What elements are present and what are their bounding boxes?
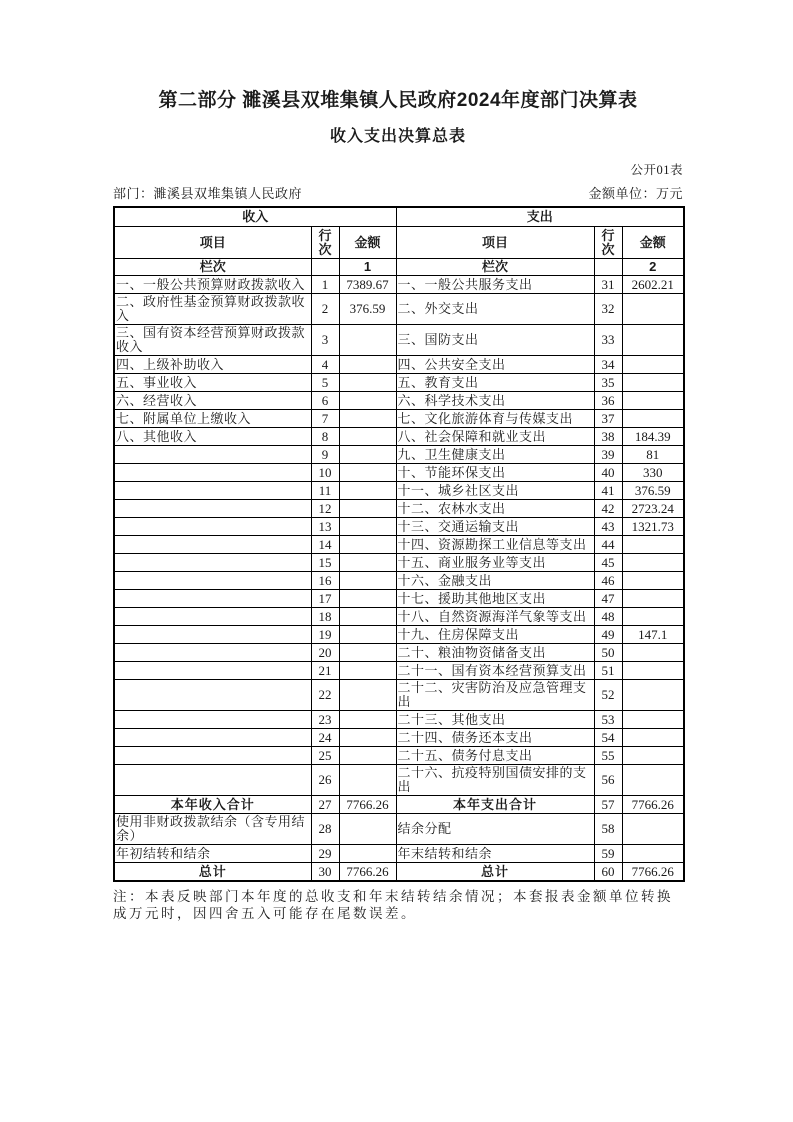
- table-row: [114, 464, 684, 482]
- income-item-cell: [114, 482, 311, 500]
- expense-row-no-cell: 60: [594, 863, 622, 882]
- income-amount-cell: [339, 374, 396, 392]
- expense-item-cell: 九、卫生健康支出: [396, 446, 594, 464]
- expense-amount-cell: [622, 765, 684, 796]
- expense-amount-cell: [622, 325, 684, 356]
- table-row: [114, 482, 684, 500]
- expense-row-no-cell: 58: [594, 814, 622, 845]
- income-amount-cell: [339, 500, 396, 518]
- expense-row-no-cell: 59: [594, 845, 622, 863]
- table-row: [114, 572, 684, 590]
- income-row-no-cell: 12: [311, 500, 339, 518]
- expense-row-no-cell: 51: [594, 662, 622, 680]
- section-header-row: [114, 207, 684, 227]
- income-amount-cell: 7389.67: [339, 276, 396, 294]
- income-item-cell: 年初结转和结余: [114, 845, 311, 863]
- table-row: [114, 428, 684, 446]
- income-row-no-cell: 20: [311, 644, 339, 662]
- expense-item-cell: 二十一、国有资本经营预算支出: [396, 662, 594, 680]
- income-item-cell: [114, 590, 311, 608]
- expense-amount-column-header: 金额: [622, 227, 684, 259]
- table-row: [114, 410, 684, 428]
- expense-row-no-column-header: 行次: [594, 227, 622, 259]
- income-item-cell: 五、事业收入: [114, 374, 311, 392]
- table-row: [114, 729, 684, 747]
- income-row-no-cell: 24: [311, 729, 339, 747]
- income-amount-cell: [339, 482, 396, 500]
- expense-item-cell: 十五、商业服务业等支出: [396, 554, 594, 572]
- table-row: [114, 554, 684, 572]
- income-amount-column-header: 金额: [339, 227, 396, 259]
- income-amount-cell: [339, 536, 396, 554]
- income-row-no-cell: 9: [311, 446, 339, 464]
- expense-item-cell: 二十二、灾害防治及应急管理支出: [396, 680, 594, 711]
- expense-index-blank-cell: [594, 259, 622, 276]
- income-item-cell: 总计: [114, 863, 311, 882]
- expense-amount-cell: 376.59: [622, 482, 684, 500]
- table-row: [114, 356, 684, 374]
- income-item-cell: [114, 711, 311, 729]
- income-item-cell: [114, 644, 311, 662]
- table-row: [114, 392, 684, 410]
- income-item-cell: 七、附属单位上缴收入: [114, 410, 311, 428]
- income-item-cell: [114, 446, 311, 464]
- expense-item-cell: 四、公共安全支出: [396, 356, 594, 374]
- expense-amount-cell: [622, 729, 684, 747]
- income-row-no-cell: 11: [311, 482, 339, 500]
- budget-summary-table: [113, 206, 685, 882]
- expense-item-cell: 三、国防支出: [396, 325, 594, 356]
- income-amount-cell: 7766.26: [339, 863, 396, 882]
- expense-row-no-cell: 47: [594, 590, 622, 608]
- expense-amount-cell: 1321.73: [622, 518, 684, 536]
- expense-row-no-cell: 39: [594, 446, 622, 464]
- income-amount-cell: 7766.26: [339, 796, 396, 814]
- income-amount-cell: [339, 428, 396, 446]
- income-item-cell: [114, 500, 311, 518]
- expense-row-no-cell: 44: [594, 536, 622, 554]
- expense-row-no-cell: 52: [594, 680, 622, 711]
- column-index-row: [114, 259, 684, 276]
- income-item-cell: [114, 554, 311, 572]
- budget-table-body: [114, 276, 684, 882]
- table-row: [114, 276, 684, 294]
- unit-label: 金额单位：万元: [588, 186, 683, 201]
- expense-item-cell: 十六、金融支出: [396, 572, 594, 590]
- income-item-cell: [114, 747, 311, 765]
- expense-amount-cell: [622, 644, 684, 662]
- income-item-cell: [114, 729, 311, 747]
- table-row: [114, 845, 684, 863]
- table-row: [114, 765, 684, 796]
- expense-row-no-cell: 42: [594, 500, 622, 518]
- expense-row-no-cell: 40: [594, 464, 622, 482]
- expense-item-cell: 二、外交支出: [396, 294, 594, 325]
- expense-amount-cell: [622, 814, 684, 845]
- expense-item-cell: 八、社会保障和就业支出: [396, 428, 594, 446]
- expense-row-no-cell: 41: [594, 482, 622, 500]
- expense-item-cell: 十八、自然资源海洋气象等支出: [396, 608, 594, 626]
- income-row-no-cell: 18: [311, 608, 339, 626]
- table-row: [114, 536, 684, 554]
- income-row-no-cell: 14: [311, 536, 339, 554]
- table-row: [114, 294, 684, 325]
- table-row: [114, 518, 684, 536]
- table-row: [114, 711, 684, 729]
- income-item-column-header: 项目: [114, 227, 311, 259]
- income-row-no-cell: 17: [311, 590, 339, 608]
- expense-item-cell: 二十五、债务付息支出: [396, 747, 594, 765]
- income-item-cell: 一、一般公共预算财政拨款收入: [114, 276, 311, 294]
- expense-index-label: 栏次: [396, 259, 594, 276]
- total-row: [114, 796, 684, 814]
- page-title: 第二部分 濉溪县双堆集镇人民政府2024年度部门决算表: [158, 90, 638, 111]
- income-index-blank-cell: [311, 259, 339, 276]
- income-amount-cell: [339, 608, 396, 626]
- income-row-no-cell: 2: [311, 294, 339, 325]
- income-item-cell: [114, 626, 311, 644]
- expense-item-cell: 一、一般公共服务支出: [396, 276, 594, 294]
- expense-amount-cell: [622, 711, 684, 729]
- expense-amount-cell: [622, 554, 684, 572]
- expense-section-header: 支出: [396, 207, 684, 227]
- income-item-cell: [114, 765, 311, 796]
- income-amount-cell: [339, 644, 396, 662]
- expense-amount-cell: [622, 392, 684, 410]
- income-column-index: 1: [339, 259, 396, 276]
- income-row-no-cell: 1: [311, 276, 339, 294]
- page-subtitle: 收入支出决算总表: [329, 128, 466, 145]
- page-content: [113, 0, 683, 922]
- expense-row-no-cell: 46: [594, 572, 622, 590]
- expense-item-cell: 年末结转和结余: [396, 845, 594, 863]
- income-item-cell: 八、其他收入: [114, 428, 311, 446]
- income-row-no-cell: 27: [311, 796, 339, 814]
- expense-row-no-cell: 43: [594, 518, 622, 536]
- expense-item-column-header: 项目: [396, 227, 594, 259]
- expense-row-no-cell: 53: [594, 711, 622, 729]
- income-item-cell: 六、经营收入: [114, 392, 311, 410]
- meta-row: [113, 186, 683, 202]
- expense-row-no-cell: 54: [594, 729, 622, 747]
- expense-row-no-cell: 48: [594, 608, 622, 626]
- expense-item-cell: 七、文化旅游体育与传媒支出: [396, 410, 594, 428]
- table-row: [114, 590, 684, 608]
- income-amount-cell: [339, 729, 396, 747]
- income-row-no-cell: 7: [311, 410, 339, 428]
- table-code-label: 公开01表: [630, 163, 683, 177]
- income-amount-cell: [339, 626, 396, 644]
- income-row-no-cell: 30: [311, 863, 339, 882]
- income-amount-cell: [339, 554, 396, 572]
- income-amount-cell: [339, 464, 396, 482]
- income-amount-cell: [339, 410, 396, 428]
- income-row-no-cell: 10: [311, 464, 339, 482]
- expense-item-cell: 六、科学技术支出: [396, 392, 594, 410]
- income-row-no-cell: 28: [311, 814, 339, 845]
- income-amount-cell: 376.59: [339, 294, 396, 325]
- expense-row-no-cell: 32: [594, 294, 622, 325]
- expense-item-cell: 五、教育支出: [396, 374, 594, 392]
- table-row: [114, 626, 684, 644]
- income-row-no-cell: 23: [311, 711, 339, 729]
- expense-column-index: 2: [622, 259, 684, 276]
- income-item-cell: [114, 572, 311, 590]
- table-row: [114, 500, 684, 518]
- income-item-cell: [114, 518, 311, 536]
- expense-row-no-cell: 37: [594, 410, 622, 428]
- expense-item-cell: 十三、交通运输支出: [396, 518, 594, 536]
- income-amount-cell: [339, 680, 396, 711]
- expense-amount-cell: 330: [622, 464, 684, 482]
- expense-row-no-cell: 36: [594, 392, 622, 410]
- department-label: 部门：濉溪县双堆集镇人民政府: [113, 186, 303, 201]
- table-row: [114, 662, 684, 680]
- table-row: [114, 325, 684, 356]
- total-row: [114, 863, 684, 882]
- income-item-cell: [114, 464, 311, 482]
- expense-item-cell: 总计: [396, 863, 594, 882]
- income-row-no-cell: 3: [311, 325, 339, 356]
- expense-row-no-cell: 33: [594, 325, 622, 356]
- table-row: [114, 374, 684, 392]
- table-row: [114, 814, 684, 845]
- income-row-no-cell: 5: [311, 374, 339, 392]
- expense-amount-cell: [622, 662, 684, 680]
- income-amount-cell: [339, 446, 396, 464]
- expense-amount-cell: [622, 845, 684, 863]
- footnote: 注：本表反映部门本年度的总收支和年末结转结余情况；本套报表金额单位转换成万元时，因四舍五入可能存在尾数误差。: [113, 889, 673, 921]
- table-row: [114, 680, 684, 711]
- income-amount-cell: [339, 814, 396, 845]
- income-item-cell: 三、国有资本经营预算财政拨款收入: [114, 325, 311, 356]
- expense-row-no-cell: 50: [594, 644, 622, 662]
- table-row: [114, 446, 684, 464]
- expense-amount-cell: 184.39: [622, 428, 684, 446]
- income-amount-cell: [339, 572, 396, 590]
- income-item-cell: [114, 680, 311, 711]
- expense-amount-cell: [622, 356, 684, 374]
- expense-row-no-cell: 34: [594, 356, 622, 374]
- income-amount-cell: [339, 325, 396, 356]
- income-row-no-cell: 22: [311, 680, 339, 711]
- income-item-cell: 本年收入合计: [114, 796, 311, 814]
- expense-amount-cell: [622, 374, 684, 392]
- expense-amount-cell: [622, 747, 684, 765]
- income-row-no-cell: 4: [311, 356, 339, 374]
- expense-row-no-cell: 55: [594, 747, 622, 765]
- expense-amount-cell: 81: [622, 446, 684, 464]
- expense-row-no-cell: 49: [594, 626, 622, 644]
- expense-item-cell: 十一、城乡社区支出: [396, 482, 594, 500]
- expense-row-no-cell: 45: [594, 554, 622, 572]
- expense-item-cell: 十七、援助其他地区支出: [396, 590, 594, 608]
- income-row-no-cell: 29: [311, 845, 339, 863]
- income-amount-cell: [339, 590, 396, 608]
- income-row-no-cell: 13: [311, 518, 339, 536]
- income-amount-cell: [339, 392, 396, 410]
- income-row-no-cell: 6: [311, 392, 339, 410]
- expense-item-cell: 十、节能环保支出: [396, 464, 594, 482]
- expense-amount-cell: 2723.24: [622, 500, 684, 518]
- income-item-cell: 使用非财政拨款结余（含专用结余）: [114, 814, 311, 845]
- expense-amount-cell: 147.1: [622, 626, 684, 644]
- income-row-no-cell: 8: [311, 428, 339, 446]
- income-section-header: 收入: [114, 207, 396, 227]
- expense-item-cell: 二十四、债务还本支出: [396, 729, 594, 747]
- income-amount-cell: [339, 845, 396, 863]
- income-item-cell: [114, 608, 311, 626]
- expense-item-cell: 十四、资源勘探工业信息等支出: [396, 536, 594, 554]
- table-row: [114, 747, 684, 765]
- table-row: [114, 608, 684, 626]
- income-index-label: 栏次: [114, 259, 311, 276]
- expense-amount-cell: 2602.21: [622, 276, 684, 294]
- income-amount-cell: [339, 765, 396, 796]
- expense-row-no-cell: 31: [594, 276, 622, 294]
- income-row-no-column-header: 行次: [311, 227, 339, 259]
- income-item-cell: 二、政府性基金预算财政拨款收入: [114, 294, 311, 325]
- income-row-no-cell: 16: [311, 572, 339, 590]
- income-row-no-cell: 26: [311, 765, 339, 796]
- expense-amount-cell: [622, 590, 684, 608]
- expense-item-cell: 二十三、其他支出: [396, 711, 594, 729]
- expense-amount-cell: [622, 680, 684, 711]
- income-amount-cell: [339, 662, 396, 680]
- income-row-no-cell: 15: [311, 554, 339, 572]
- income-row-no-cell: 19: [311, 626, 339, 644]
- expense-amount-cell: [622, 608, 684, 626]
- expense-item-cell: 十二、农林水支出: [396, 500, 594, 518]
- income-item-cell: [114, 662, 311, 680]
- expense-amount-cell: [622, 410, 684, 428]
- expense-row-no-cell: 35: [594, 374, 622, 392]
- income-row-no-cell: 21: [311, 662, 339, 680]
- table-row: [114, 644, 684, 662]
- income-item-cell: [114, 536, 311, 554]
- income-amount-cell: [339, 747, 396, 765]
- expense-amount-cell: [622, 294, 684, 325]
- expense-amount-cell: 7766.26: [622, 863, 684, 882]
- income-item-cell: 四、上级补助收入: [114, 356, 311, 374]
- income-amount-cell: [339, 356, 396, 374]
- expense-item-cell: 十九、住房保障支出: [396, 626, 594, 644]
- expense-item-cell: 结余分配: [396, 814, 594, 845]
- expense-row-no-cell: 57: [594, 796, 622, 814]
- income-amount-cell: [339, 518, 396, 536]
- expense-amount-cell: [622, 572, 684, 590]
- expense-row-no-cell: 38: [594, 428, 622, 446]
- expense-amount-cell: [622, 536, 684, 554]
- income-row-no-cell: 25: [311, 747, 339, 765]
- column-header-row: [114, 227, 684, 259]
- income-amount-cell: [339, 711, 396, 729]
- expense-item-cell: 二十六、抗疫特别国债安排的支出: [396, 765, 594, 796]
- expense-item-cell: 本年支出合计: [396, 796, 594, 814]
- expense-row-no-cell: 56: [594, 765, 622, 796]
- expense-amount-cell: 7766.26: [622, 796, 684, 814]
- expense-item-cell: 二十、粮油物资储备支出: [396, 644, 594, 662]
